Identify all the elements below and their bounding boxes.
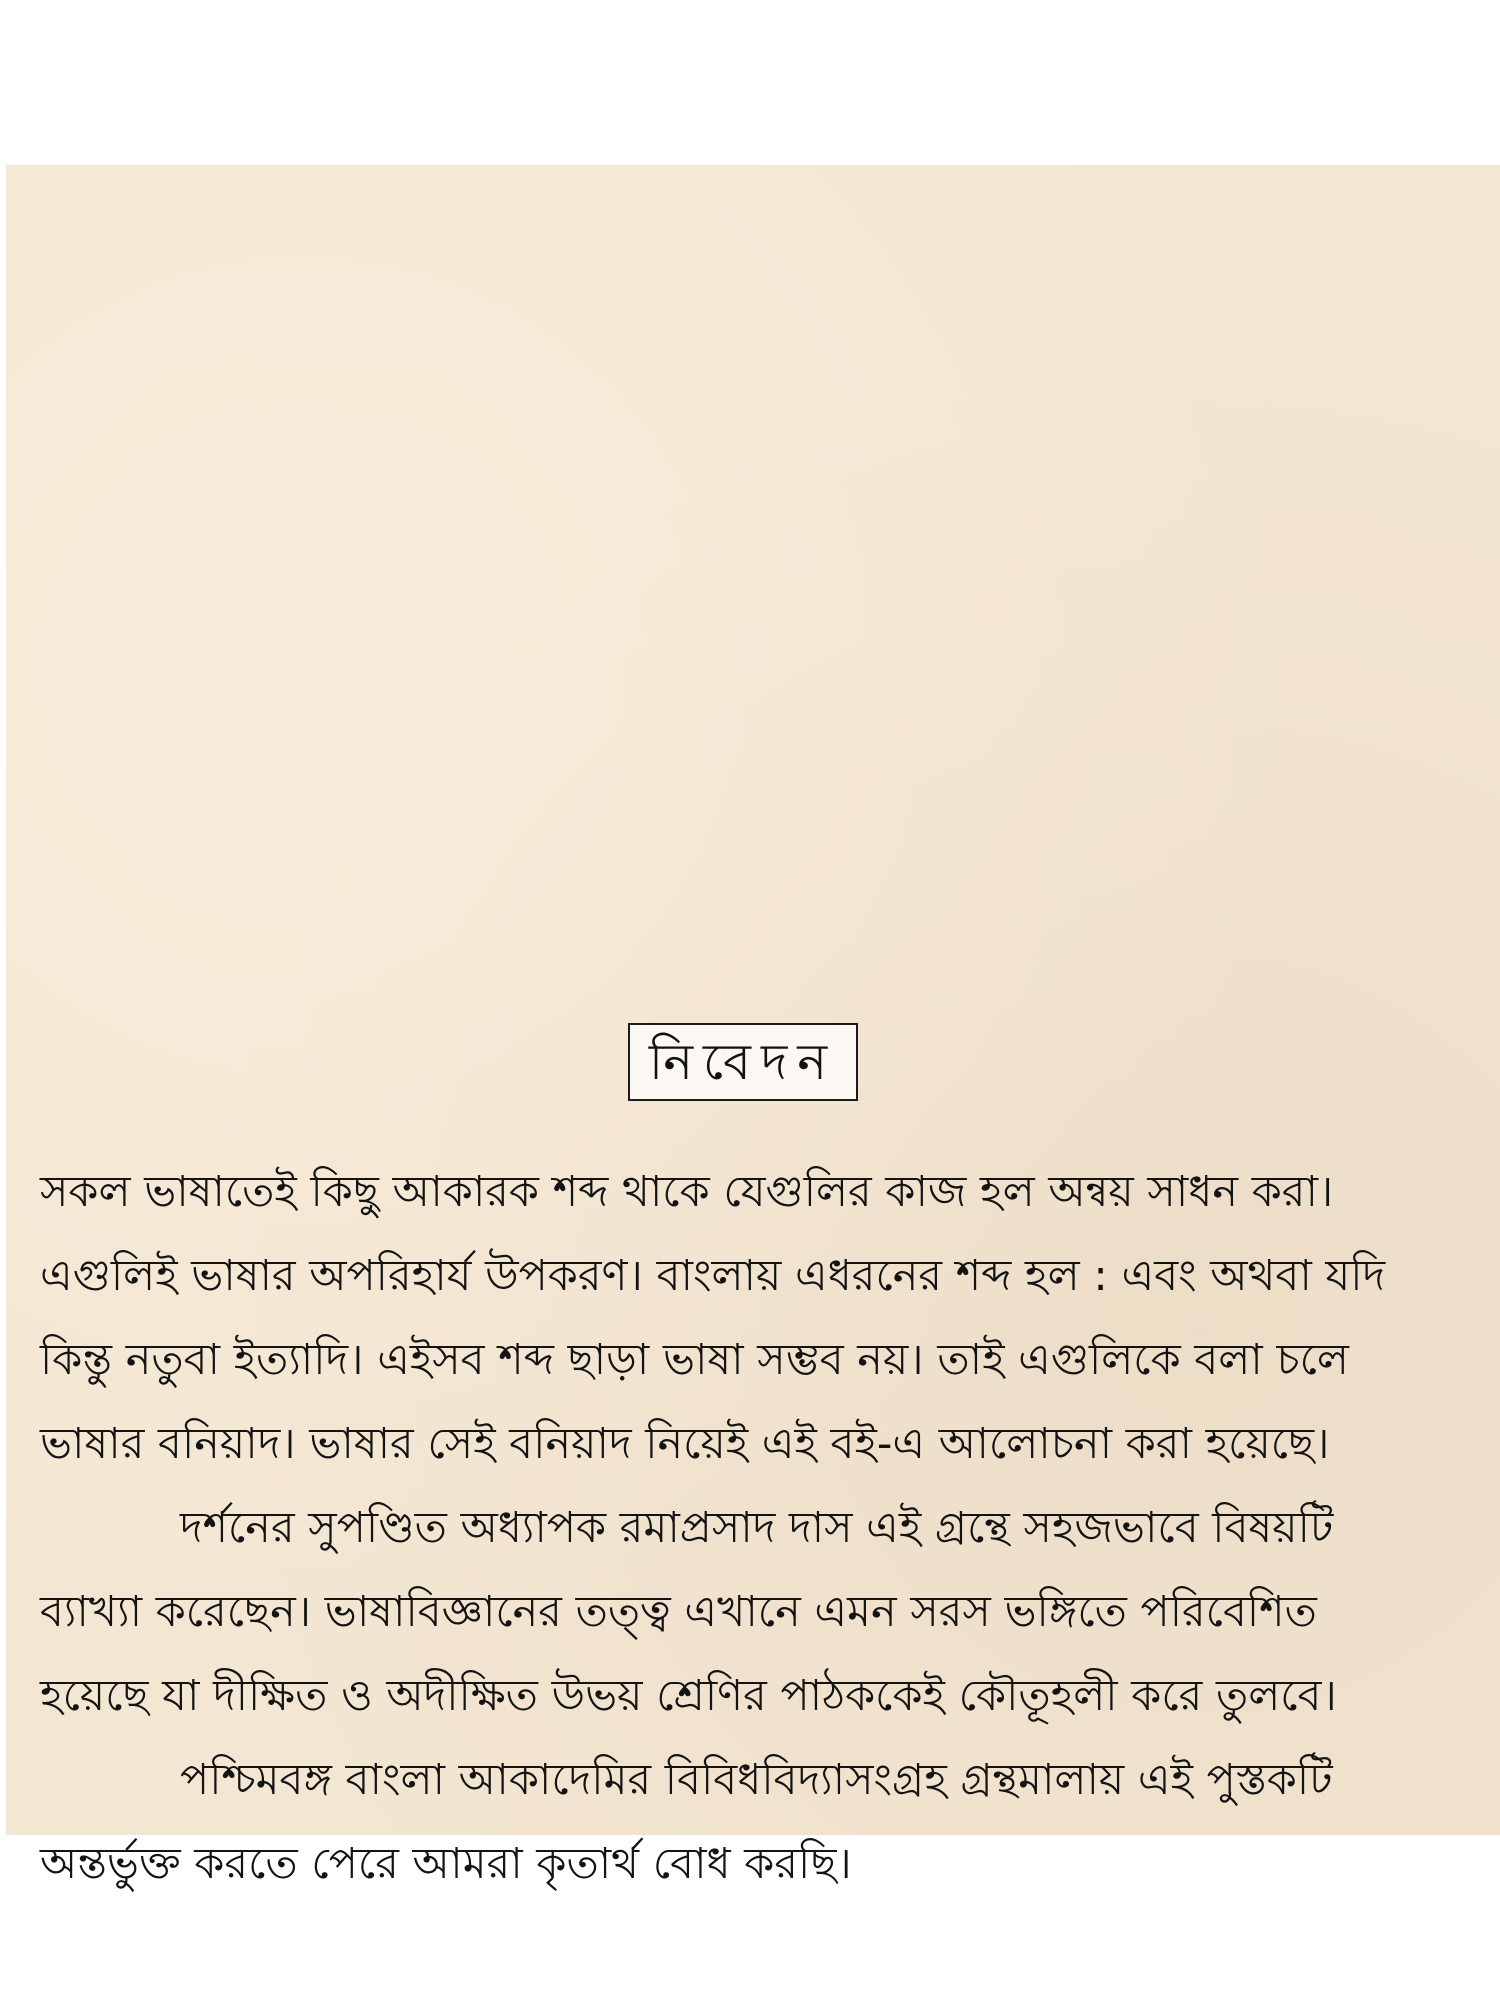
paragraph-1-line-4: ভাষার বনিয়াদ। ভাষার সেই বনিয়াদ নিয়েই এই বই-এ আলোচনা করা হয়েছে। [40,1419,1330,1469]
paragraph-2-line-1: দর্শনের সুপণ্ডিত অধ্যাপক রমাপ্রসাদ দাস এই গ্রন্থে সহজভাবে বিষয়টি [180,1503,1334,1553]
paragraph-1-line-2: এগুলিই ভাষার অপরিহার্য উপকরণ। বাংলায় এধরনের শব্দ হল : এবং অথবা যদি [40,1251,1386,1301]
paragraph-3-line-2: অন্তর্ভুক্ত করতে পেরে আমরা কৃতার্থ বোধ করছি। [40,1839,852,1889]
paragraph-3-line-1: পশ্চিমবঙ্গ বাংলা আকাদেমির বিবিধবিদ্যাসংগ্রহ গ্রন্থমালায় এই পুস্তকটি [180,1755,1333,1805]
paragraph-2-line-3: হয়েছে যা দীক্ষিত ও অদীক্ষিত উভয় শ্রেণির পাঠককেই কৌতূহলী করে তুলবে। [40,1671,1337,1721]
paragraph-1-line-3: কিন্তু নতুবা ইত্যাদি। এইসব শব্দ ছাড়া ভাষা সম্ভব নয়। তাই এগুলিকে বলা চলে [40,1335,1349,1385]
section-heading: নিবেদন [628,1023,858,1101]
paragraph-2-line-2: ব্যাখ্যা করেছেন। ভাষাবিজ্ঞানের তত্ত্ব এখানে এমন সরস ভঙ্গিতে পরিবেশিত [40,1587,1317,1637]
paragraph-1-line-1: সকল ভাষাতেই কিছু আকারক শব্দ থাকে যেগুলির কাজ হল অন্বয় সাধন করা। [40,1167,1334,1217]
scanned-page [6,165,1500,1889]
